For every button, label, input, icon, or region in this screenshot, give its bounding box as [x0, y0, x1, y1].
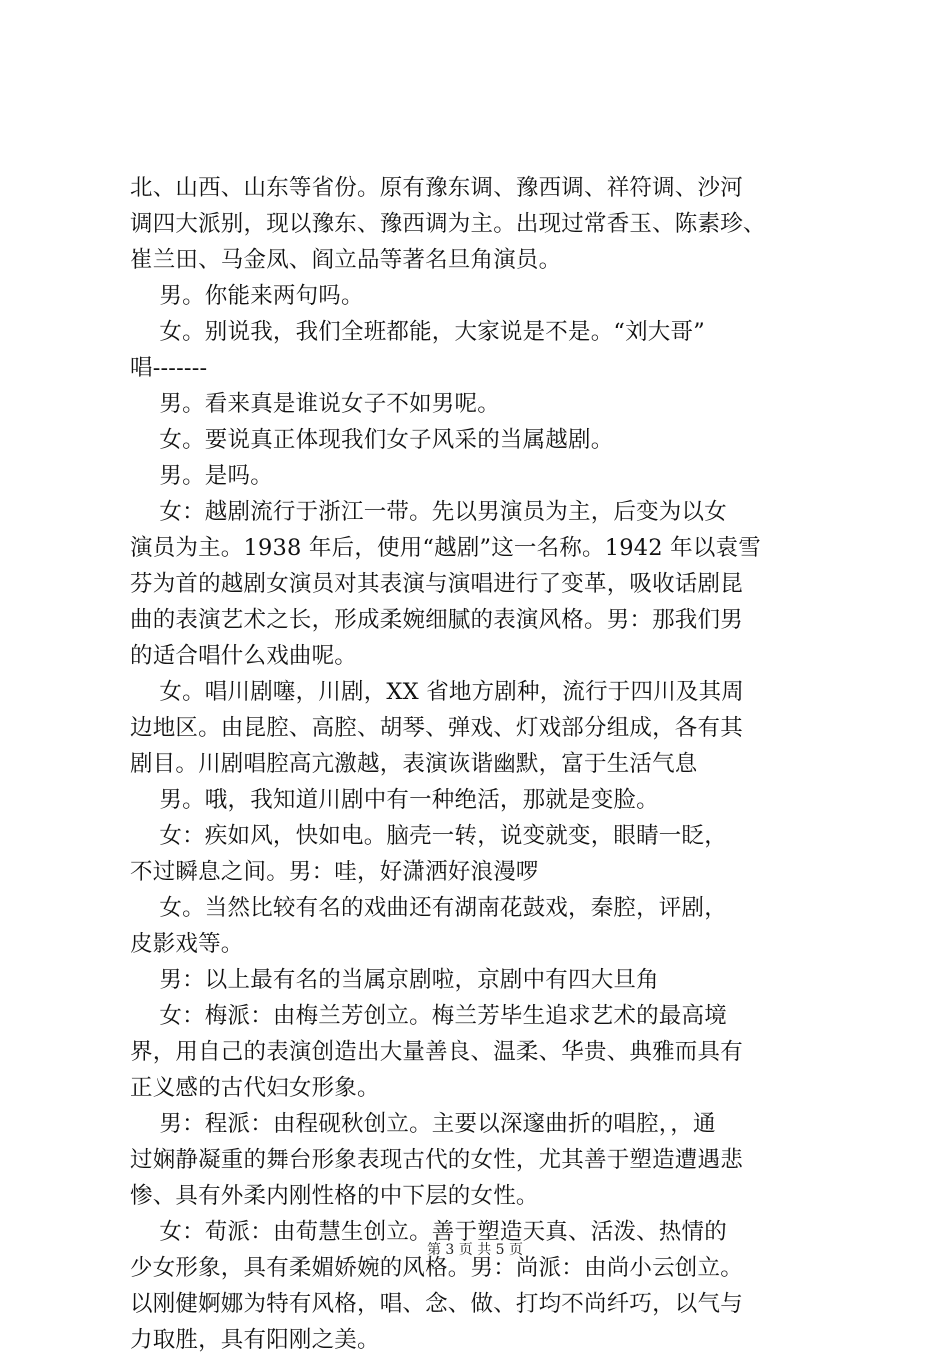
text-line: 女。别说我，我们全班都能，大家说是不是。“刘大哥”	[130, 319, 705, 345]
text-line: 女。当然比较有名的戏曲还有湖南花鼓戏，秦腔，评剧，	[130, 895, 727, 921]
text-line: 女：梅派：由梅兰芳创立。梅兰芳毕生追求艺术的最高境	[130, 1003, 727, 1029]
text-line: 女：荀派：由荀慧生创立。善于塑造天真、活泼、热情的	[130, 1219, 727, 1245]
text-line: 女。要说真正体现我们女子风采的当属越剧。	[130, 427, 614, 453]
text-line: 唱-------	[130, 355, 208, 381]
text-line: 少女形象，具有柔媚娇婉的风格。男：尚派：由尚小云创立。	[130, 1255, 743, 1281]
text-line: 曲的表演艺术之长，形成柔婉细腻的表演风格。男：那我们男	[130, 607, 743, 633]
text-line: 以刚健婀娜为特有风格，唱、念、做、打均不尚纤巧，以气与	[130, 1291, 743, 1317]
text-line: 演员为主。1938 年后，使用“越剧”这一名称。1942 年以袁雪	[130, 535, 761, 561]
text-line: 男。看来真是谁说女子不如男呢。	[130, 391, 500, 417]
text-line: 的适合唱什么戏曲呢。	[130, 643, 358, 669]
text-line: 正义感的古代妇女形象。	[130, 1075, 380, 1101]
text-line: 北、山西、山东等省份。原有豫东调、豫西调、祥符调、沙河	[130, 175, 743, 201]
text-line: 芬为首的越剧女演员对其表演与演唱进行了变革，吸收话剧昆	[130, 571, 743, 597]
text-line: 惨、具有外柔内刚性格的中下层的女性。	[130, 1183, 539, 1209]
text-line: 男：程派：由程砚秋创立。主要以深邃曲折的唱腔，，通	[130, 1111, 716, 1137]
text-line: 过娴静凝重的舞台形象表现古代的女性，尤其善于塑造遭遇悲	[130, 1147, 743, 1173]
text-line: 男。哦，我知道川剧中有一种绝活，那就是变脸。	[130, 787, 659, 813]
text-line: 力取胜，具有阳刚之美。	[130, 1327, 380, 1353]
text-line: 边地区。由昆腔、高腔、胡琴、弹戏、灯戏部分组成，各有其	[130, 715, 743, 741]
text-line: 剧目。川剧唱腔高亢激越，表演诙谐幽默，富于生活气息	[130, 751, 698, 777]
text-line: 调四大派别，现以豫东、豫西调为主。出现过常香玉、陈素珍、	[130, 211, 766, 237]
text-line: 女。唱川剧噻，川剧，XX 省地方剧种，流行于四川及其周	[130, 679, 744, 705]
text-line: 男。你能来两句吗。	[130, 283, 364, 309]
text-line: 不过瞬息之间。男：哇，好潇洒好浪漫啰	[130, 859, 539, 885]
document-body	[130, 170, 850, 1358]
page-footer: 第 3 页 共 5 页	[426, 1242, 524, 1258]
text-line: 女：疾如风，快如电。脑壳一转，说变就变，眼睛一眨，	[130, 823, 727, 849]
text-line: 男。是吗。	[130, 463, 273, 489]
text-line: 女：越剧流行于浙江一带。先以男演员为主，后变为以女	[130, 499, 727, 525]
text-line: 男：以上最有名的当属京剧啦，京剧中有四大旦角	[130, 967, 659, 993]
text-line: 界，用自己的表演创造出大量善良、温柔、华贵、典雅而具有	[130, 1039, 743, 1065]
text-line: 皮影戏等。	[130, 931, 244, 957]
text-line: 崔兰田、马金凤、阎立品等著名旦角演员。	[130, 247, 562, 273]
